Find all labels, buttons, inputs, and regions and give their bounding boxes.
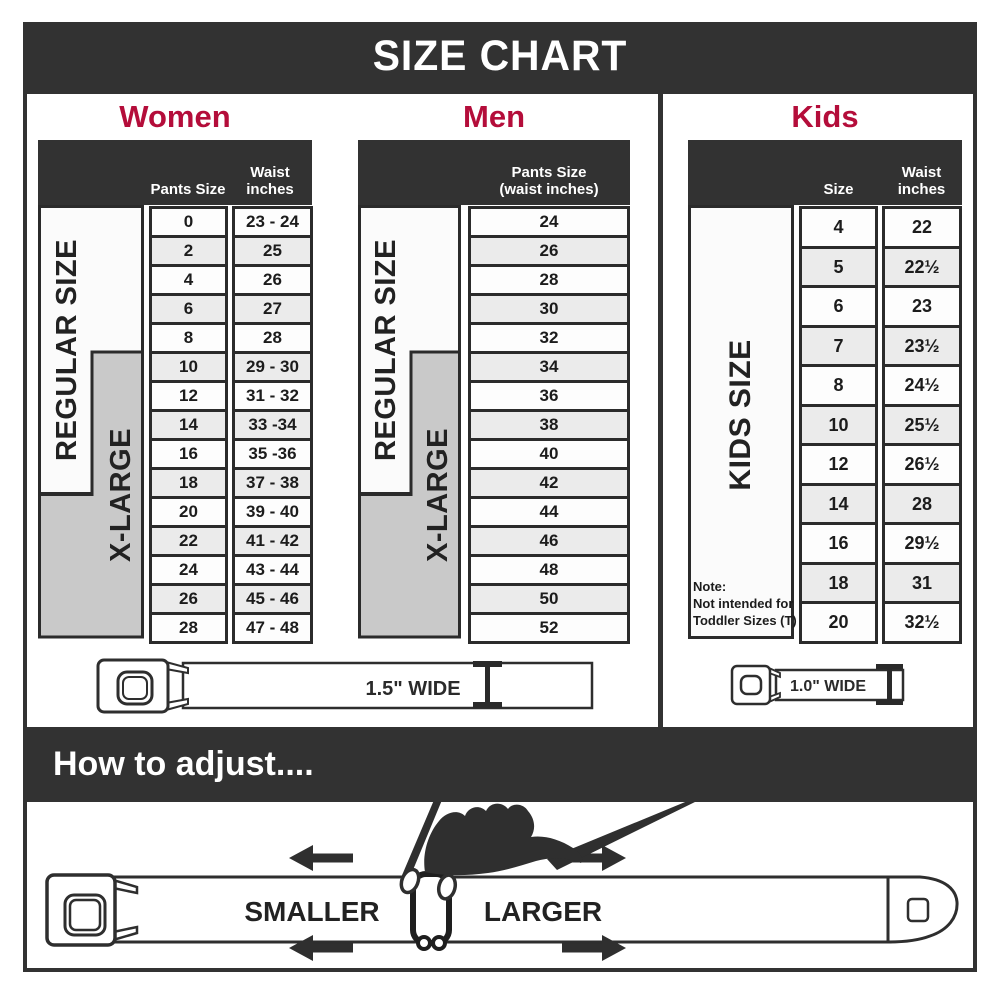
- women-size-cell: 16: [149, 438, 228, 470]
- men-size-cell: 24: [468, 206, 630, 238]
- men-size-cell: 34: [468, 351, 630, 383]
- women-size-table: [38, 140, 312, 740]
- men-size-cell: 32: [468, 322, 630, 354]
- women-waist-cell: 37 - 38: [232, 467, 313, 499]
- women-waist-cell: 25: [232, 235, 313, 267]
- women-size-cell: 28: [149, 612, 228, 644]
- women-waist-cell: 45 - 46: [232, 583, 313, 615]
- women-size-cell: 2: [149, 235, 228, 267]
- women-size-category-labels: [38, 205, 148, 640]
- men-x-large-label: X-LARGE: [422, 428, 454, 562]
- women-size-cell: 22: [149, 525, 228, 557]
- women-waist-cell: 35 -36: [232, 438, 313, 470]
- kids-size-table: [688, 140, 962, 740]
- women-size-cell: 20: [149, 496, 228, 528]
- kids-waist-cell: 25½: [882, 404, 962, 447]
- women-size-cell: 4: [149, 264, 228, 296]
- men-size-cell: 42: [468, 467, 630, 499]
- kids-size-category-labels: [688, 205, 798, 640]
- larger-label: LARGER: [483, 896, 603, 927]
- kids-size-cell: 8: [799, 364, 878, 407]
- men-size-cell: 38: [468, 409, 630, 441]
- kids-size-label: KIDS SIZE: [724, 339, 757, 491]
- panel-divider: [658, 94, 663, 727]
- belt-adjustment-illustration: [27, 802, 973, 968]
- kids-waist-cell: 22½: [882, 246, 962, 289]
- smaller-label: SMALLER: [244, 896, 380, 927]
- men-size-cell: 44: [468, 496, 630, 528]
- women-waist-column-header: Waist inches: [246, 164, 294, 198]
- women-waist-cell: 39 - 40: [232, 496, 313, 528]
- men-size-column: [468, 206, 630, 644]
- men-size-category-labels: [358, 205, 465, 640]
- men-size-cell: 52: [468, 612, 630, 644]
- women-table-header: [38, 140, 312, 205]
- adjustment-illustration-panel: [23, 798, 977, 972]
- women-waist-column: [232, 206, 313, 644]
- smaller-arrow-top-icon: [289, 845, 353, 871]
- men-size-table: [358, 140, 630, 740]
- kids-size-cell: 16: [799, 522, 878, 565]
- kids-belt-illustration: [728, 660, 913, 710]
- kids-waist-cell: 26½: [882, 443, 962, 486]
- women-regular-size-label: REGULAR SIZE: [51, 239, 83, 461]
- women-waist-cell: 28: [232, 322, 313, 354]
- women-size-cell: 24: [149, 554, 228, 586]
- men-size-cell: 40: [468, 438, 630, 470]
- kids-waist-cell: 28: [882, 483, 962, 526]
- kids-belt-width-label: 1.0" WIDE: [789, 678, 867, 695]
- women-waist-cell: 26: [232, 264, 313, 296]
- kids-waist-cell: 23½: [882, 325, 962, 368]
- kids-size-cell: 7: [799, 325, 878, 368]
- adult-belt-width-label: 1.5" WIDE: [365, 678, 461, 700]
- how-to-adjust-heading: How to adjust....: [53, 745, 314, 783]
- women-waist-cell: 41 - 42: [232, 525, 313, 557]
- how-to-adjust-band: [23, 731, 977, 798]
- women-x-large-label: X-LARGE: [105, 428, 137, 562]
- kids-size-cell: 14: [799, 483, 878, 526]
- women-waist-cell: 27: [232, 293, 313, 325]
- women-waist-cell: 31 - 32: [232, 380, 313, 412]
- kids-waist-cell: 23: [882, 285, 962, 328]
- kids-waist-cell: 31: [882, 562, 962, 605]
- men-size-cell: 48: [468, 554, 630, 586]
- kids-size-cell: 18: [799, 562, 878, 605]
- men-regular-size-label: REGULAR SIZE: [370, 239, 402, 461]
- women-size-column: [149, 206, 228, 644]
- women-size-cell: 10: [149, 351, 228, 383]
- men-size-cell: 30: [468, 293, 630, 325]
- kids-size-cell: 20: [799, 601, 878, 644]
- women-waist-cell: 33 -34: [232, 409, 313, 441]
- men-section-title: Men: [463, 99, 525, 134]
- kids-size-column-header: Size: [823, 181, 854, 198]
- women-section-title: Women: [119, 99, 231, 134]
- women-waist-cell: 29 - 30: [232, 351, 313, 383]
- kids-size-cell: 4: [799, 206, 878, 249]
- women-waist-cell: 47 - 48: [232, 612, 313, 644]
- kids-waist-cell: 24½: [882, 364, 962, 407]
- kids-table-header: [688, 140, 962, 205]
- kids-waist-column-header: Waist inches: [897, 164, 946, 198]
- women-size-cell: 18: [149, 467, 228, 499]
- kids-note: Note: Not intended for Toddler Sizes (T): [693, 579, 797, 628]
- kids-waist-column: [882, 206, 962, 644]
- size-tables-panel: [23, 90, 977, 731]
- men-size-cell: 50: [468, 583, 630, 615]
- women-size-column-header: Pants Size: [150, 181, 226, 198]
- women-size-cell: 0: [149, 206, 228, 238]
- adult-belt-illustration: [95, 655, 595, 729]
- belt-tip-hole: [908, 899, 928, 921]
- page-title: SIZE CHART: [372, 31, 628, 80]
- women-size-cell: 26: [149, 583, 228, 615]
- kids-waist-cell: 29½: [882, 522, 962, 565]
- men-size-cell: 46: [468, 525, 630, 557]
- men-size-cell: 36: [468, 380, 630, 412]
- size-chart-banner: [23, 22, 977, 90]
- kids-size-column: [799, 206, 878, 644]
- kids-size-cell: 5: [799, 246, 878, 289]
- kids-size-cell: 6: [799, 285, 878, 328]
- men-size-cell: 26: [468, 235, 630, 267]
- women-size-cell: 12: [149, 380, 228, 412]
- kids-waist-cell: 22: [882, 206, 962, 249]
- women-size-cell: 14: [149, 409, 228, 441]
- women-size-cell: 6: [149, 293, 228, 325]
- women-waist-cell: 43 - 44: [232, 554, 313, 586]
- women-waist-cell: 23 - 24: [232, 206, 313, 238]
- men-size-column-header: Pants Size (waist inches): [499, 164, 599, 198]
- kids-waist-cell: 32½: [882, 601, 962, 644]
- men-size-cell: 28: [468, 264, 630, 296]
- kids-size-cell: 12: [799, 443, 878, 486]
- men-table-header: [358, 140, 630, 205]
- kids-size-cell: 10: [799, 404, 878, 447]
- kids-section-title: Kids: [791, 99, 859, 134]
- women-size-cell: 8: [149, 322, 228, 354]
